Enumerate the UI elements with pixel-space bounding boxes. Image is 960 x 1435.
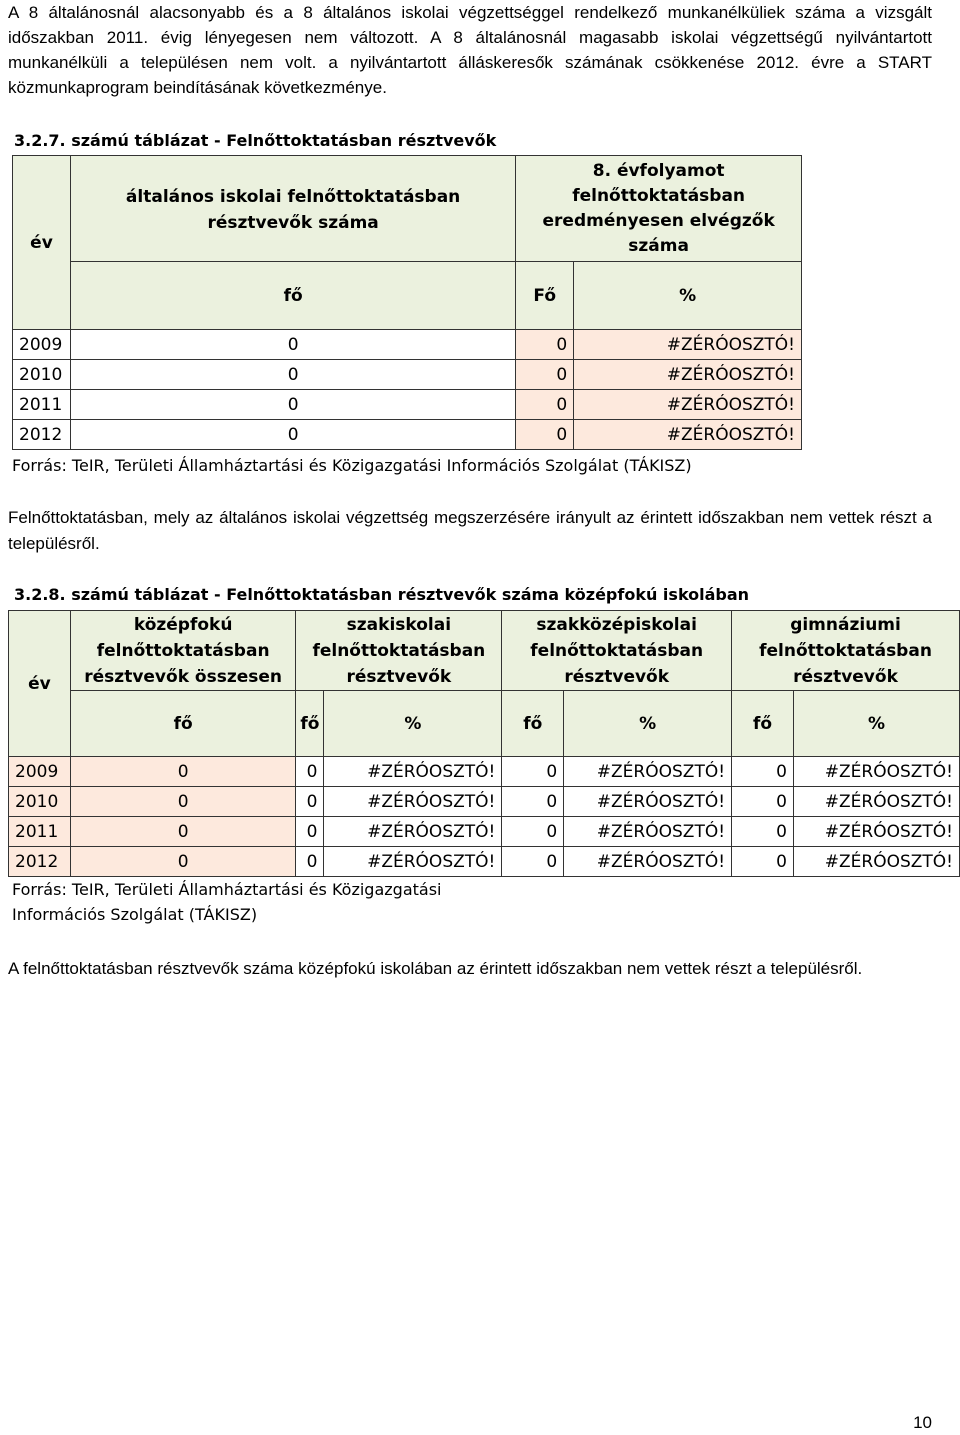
row-value: 0 (502, 787, 564, 817)
row-year: 2009 (9, 757, 71, 787)
row-percent: #ZÉRÓOSZTÓ! (564, 847, 732, 877)
row-percent: #ZÉRÓOSZTÓ! (324, 817, 502, 847)
table-row (9, 847, 960, 877)
row-percent: #ZÉRÓOSZTÓ! (574, 360, 802, 390)
row-value: 0 (516, 360, 574, 390)
row-year: 2010 (9, 787, 71, 817)
row-percent: #ZÉRÓOSZTÓ! (564, 787, 732, 817)
middle-paragraph: Felnőttoktatásban, mely az általános iskolai végzettség megszerzésére irányult az érintett időszakban nem vettek részt a településről. (8, 508, 932, 553)
intro-paragraph: A 8 általánosnál alacsonyabb és a 8 általános iskolai végzettséggel rendelkező munkanélküliek száma a vizsgált időszakban 2011. évig lényegesen nem változott. A 8 általánosnál magasabb iskolai végzettségű nyilvántartott munkanélküli a településen nem volt. a nyilvántartott álláskeresők számának csökkenése 2012. évre a START közmunkaprogram beindításának következménye. (8, 3, 932, 97)
row-value: 0 (70, 360, 515, 390)
table2-source (12, 877, 441, 927)
row-value: 0 (516, 390, 574, 420)
table2-source-line2: Információs Szolgálat (TÁKISZ) (12, 905, 258, 924)
table-row (13, 360, 802, 390)
row-value: 0 (732, 787, 794, 817)
row-value: 0 (732, 817, 794, 847)
table1-sub-Fo: Fő (516, 262, 574, 330)
row-percent: #ZÉRÓOSZTÓ! (793, 817, 959, 847)
row-value: 0 (296, 817, 324, 847)
row-percent: #ZÉRÓOSZTÓ! (324, 757, 502, 787)
table2-caption: 3.2.8. számú táblázat - Felnőttoktatásban résztvevők száma középfokú iskolában (14, 585, 750, 604)
row-value: 0 (70, 757, 296, 787)
row-percent: #ZÉRÓOSZTÓ! (793, 787, 959, 817)
row-year: 2011 (9, 817, 71, 847)
table2-sub-c-fo: fő (732, 691, 794, 757)
table2-source-line1: Forrás: TeIR, Területi Államháztartási és Közigazgatási (12, 880, 442, 899)
row-percent: #ZÉRÓOSZTÓ! (324, 787, 502, 817)
row-value: 0 (502, 757, 564, 787)
row-value: 0 (70, 420, 515, 450)
table2-header-total: középfokú felnőttoktatásban résztvevők összesen (70, 611, 296, 691)
table2-sub-b-pct: % (564, 691, 732, 757)
table1-header-year: év (13, 156, 71, 330)
row-percent: #ZÉRÓOSZTÓ! (574, 390, 802, 420)
row-value: 0 (516, 420, 574, 450)
row-year: 2010 (13, 360, 71, 390)
row-percent: #ZÉRÓOSZTÓ! (574, 330, 802, 360)
row-percent: #ZÉRÓOSZTÓ! (793, 757, 959, 787)
table2-sub-total-fo: fő (70, 691, 296, 757)
table1-header-completed: 8. évfolyamot felnőttoktatásban eredményesen elvégzők száma (516, 156, 802, 262)
row-year: 2009 (13, 330, 71, 360)
row-percent: #ZÉRÓOSZTÓ! (793, 847, 959, 877)
table1-header-general: általános iskolai felnőttoktatásban résztvevők száma (70, 156, 515, 262)
table2-sub-a-pct: % (324, 691, 502, 757)
row-percent: #ZÉRÓOSZTÓ! (574, 420, 802, 450)
row-value: 0 (296, 847, 324, 877)
row-value: 0 (70, 330, 515, 360)
table-row (13, 420, 802, 450)
table2-sub-c-pct: % (793, 691, 959, 757)
table-row (9, 817, 960, 847)
row-year: 2012 (9, 847, 71, 877)
row-value: 0 (296, 787, 324, 817)
closing-paragraph: A felnőttoktatásban résztvevők száma középfokú iskolában az érintett időszakban nem vettek részt a településről. (8, 959, 863, 978)
table-row (9, 757, 960, 787)
row-value: 0 (296, 757, 324, 787)
table1 (12, 155, 802, 450)
table1-source: Forrás: TeIR, Területi Államháztartási és Közigazgatási Információs Szolgálat (TÁKISZ) (12, 456, 692, 475)
row-value: 0 (502, 817, 564, 847)
row-value: 0 (70, 390, 515, 420)
table2-header-szakkozep: szakközépiskolai felnőttoktatásban résztvevők (502, 611, 732, 691)
table2-header-gimnaziumi: gimnáziumi felnőttoktatásban résztvevők (732, 611, 960, 691)
row-percent: #ZÉRÓOSZTÓ! (324, 847, 502, 877)
table-row (13, 330, 802, 360)
row-value: 0 (70, 817, 296, 847)
row-year: 2011 (13, 390, 71, 420)
table2-header-year: év (9, 611, 71, 757)
row-year: 2012 (13, 420, 71, 450)
table-row (13, 390, 802, 420)
row-value: 0 (70, 847, 296, 877)
table2-header-szakiskolai: szakiskolai felnőttoktatásban résztvevők (296, 611, 502, 691)
page-number: 10 (913, 1413, 932, 1432)
row-value: 0 (70, 787, 296, 817)
table1-caption: 3.2.7. számú táblázat - Felnőttoktatásban résztvevők (14, 131, 497, 150)
table-row (9, 787, 960, 817)
table2-sub-b-fo: fő (502, 691, 564, 757)
row-percent: #ZÉRÓOSZTÓ! (564, 757, 732, 787)
table1-sub-fo: fő (70, 262, 515, 330)
row-value: 0 (732, 757, 794, 787)
row-value: 0 (732, 847, 794, 877)
table1-sub-pct: % (574, 262, 802, 330)
row-value: 0 (502, 847, 564, 877)
row-value: 0 (516, 330, 574, 360)
table2-sub-a-fo: fő (296, 691, 324, 757)
table2 (8, 610, 960, 877)
row-percent: #ZÉRÓOSZTÓ! (564, 817, 732, 847)
